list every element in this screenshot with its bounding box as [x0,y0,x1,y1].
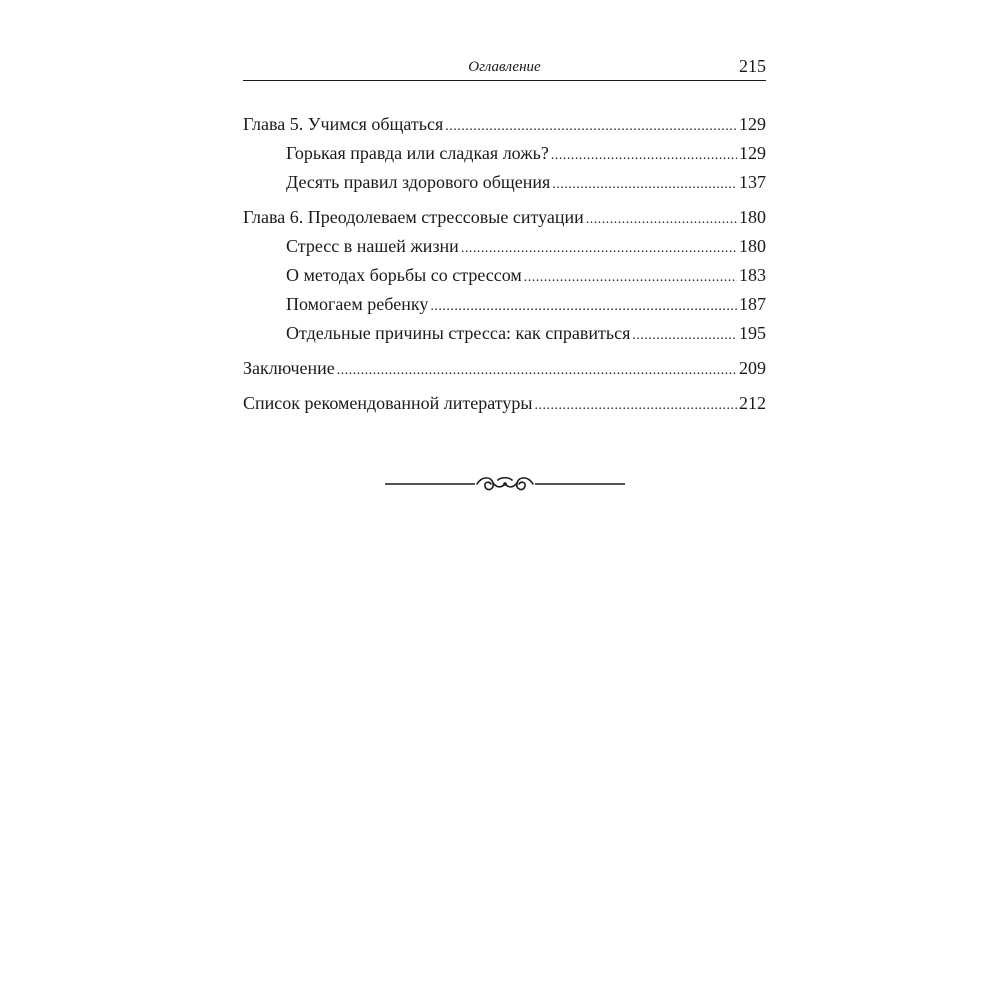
page-number: 215 [739,56,766,76]
running-header-title: Оглавление [468,59,541,75]
toc-entry-page: 129 [739,114,766,134]
table-of-contents [243,110,766,418]
toc-entry-section [243,139,766,168]
toc-entry-title: Десять правил здорового общения [286,172,551,192]
toc-entry-chapter-5 [243,110,766,139]
toc-entry-page: 187 [739,294,766,314]
toc-entry-title: Глава 5. Учимся общаться [243,114,444,134]
toc-entry-title: Отдельные причины стресса: как справиться [286,323,631,343]
toc-entry-title: Стресс в нашей жизни [286,236,459,256]
toc-entry-conclusion [243,354,766,383]
toc-entry-title: Горькая правда или сладкая ложь? [286,143,549,163]
header-rule [243,80,766,81]
toc-entry-section [243,168,766,197]
toc-leader-dots [524,263,737,292]
toc-leader-dots [535,391,737,420]
toc-entry-title: Заключение [243,358,335,378]
toc-entry-page: 195 [739,323,766,343]
toc-entry-section [243,232,766,261]
toc-entry-bibliography [243,389,766,418]
toc-entry-page: 180 [739,207,766,227]
toc-leader-dots [551,141,737,170]
toc-leader-dots [337,356,737,385]
toc-leader-dots [586,205,737,234]
toc-entry-page: 129 [739,143,766,163]
toc-leader-dots [445,112,737,141]
toc-entry-page: 183 [739,265,766,285]
flourish-divider-icon [385,472,625,500]
toc-entry-page: 212 [739,393,766,413]
toc-leader-dots [461,234,737,263]
toc-leader-dots [632,321,737,350]
toc-entry-section [243,290,766,319]
toc-entry-title: Список рекомендованной литературы [243,393,533,413]
toc-entry-page: 209 [739,358,766,378]
toc-entry-section [243,319,766,348]
toc-entry-title: Глава 6. Преодолеваем стрессовые ситуации [243,207,584,227]
toc-entry-page: 180 [739,236,766,256]
toc-entry-title: Помогаем ребенку [286,294,429,314]
running-header [243,57,766,81]
toc-entry-title: О методах борьбы со стрессом [286,265,522,285]
toc-entry-page: 137 [739,172,766,192]
toc-entry-chapter-6 [243,203,766,232]
toc-entry-section [243,261,766,290]
toc-leader-dots [430,292,737,321]
toc-leader-dots [552,170,737,199]
